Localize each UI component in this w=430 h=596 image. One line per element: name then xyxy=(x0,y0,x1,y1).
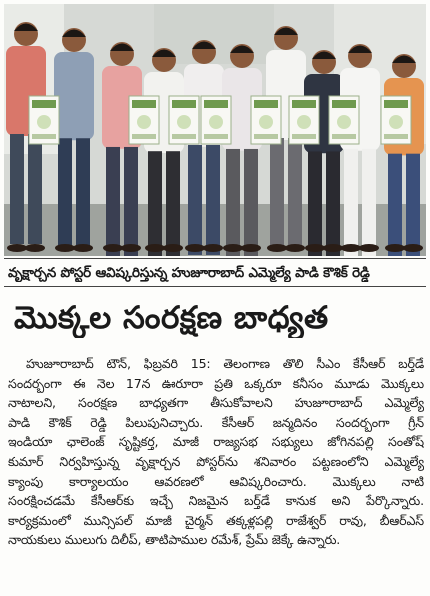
poster xyxy=(381,96,411,144)
article-body xyxy=(8,354,424,550)
poster xyxy=(129,96,159,144)
article-line: కార్యక్రమంలో మున్సిపల్ మాజీ చైర్మన్ తక్కళ్లపల్లి రాజేశ్వర్ రావు, బీఆర్ఎస్ xyxy=(8,512,424,528)
article-line: కుమార్ నిర్వహిస్తున్న వృక్షార్చన పోస్టర్‌ను శనివారం పట్టణంలోని ఎమ్మెల్యే xyxy=(8,453,424,469)
poster xyxy=(29,96,59,144)
caption-divider xyxy=(4,286,426,287)
article-line: సంరక్షించడమే కేసీఆర్‌కు ఇచ్చే నిజమైన బర్త్‌డే కానుక అని పేర్కొన్నారు. xyxy=(8,493,424,509)
photo-caption: వృక్షార్చన పోస్టర్ ఆవిష్కరిస్తున్న హుజూరాబాద్ ఎమ్మెల్యే పాడి కౌశిక్ రెడ్డి xyxy=(8,265,370,281)
group-photo-illustration xyxy=(4,4,426,256)
article-line: సందర్భంగా ఈ నెల 17న ఊరూరా ప్రతి ఒక్కరూ కనీసం మూడు మొక్కలు xyxy=(8,375,424,391)
article-line: నాటాలని, సంరక్షణ బాధ్యతగా తీసుకోవాలని హుజూరాబాద్ ఎమ్మెల్యే xyxy=(8,395,424,411)
poster xyxy=(251,96,281,144)
article-line: హుజూరాబాద్ టౌన్, ఫిబ్రవరి 15: తెలంగాణ తొలి సీఎం కేసీఆర్ బర్త్‌డే xyxy=(26,356,424,371)
poster xyxy=(169,96,199,144)
article-line: క్యాంపు కార్యాలయం ఆవరణలో ఆవిష్కరించారు. మొక్కలు నాటి xyxy=(8,473,424,489)
poster xyxy=(289,96,319,144)
article-line: ఇండియా ఛాలెంజ్ సృష్టికర్త, మాజీ రాజ్యసభ సభ్యులు జోగినపల్లి సంతోష్ xyxy=(8,434,424,450)
news-photo xyxy=(4,4,426,256)
poster xyxy=(329,96,359,144)
headline: మొక్కల సంరక్షణ బాధ్యత xyxy=(14,300,329,336)
poster xyxy=(201,96,231,144)
article-line: పాడి కౌశిక్ రెడ్డి పిలుపునిచ్చారు. కేసీఆర్ జన్మదినం సందర్భంగా గ్రీన్ xyxy=(8,414,424,430)
article-line: నాయకులు ములుగు దిలీప్, తాటిపాముల రమేశ్, ప్రేమ్ జెక్కే ఉన్నారు. xyxy=(8,532,341,548)
photo-divider xyxy=(4,258,426,259)
